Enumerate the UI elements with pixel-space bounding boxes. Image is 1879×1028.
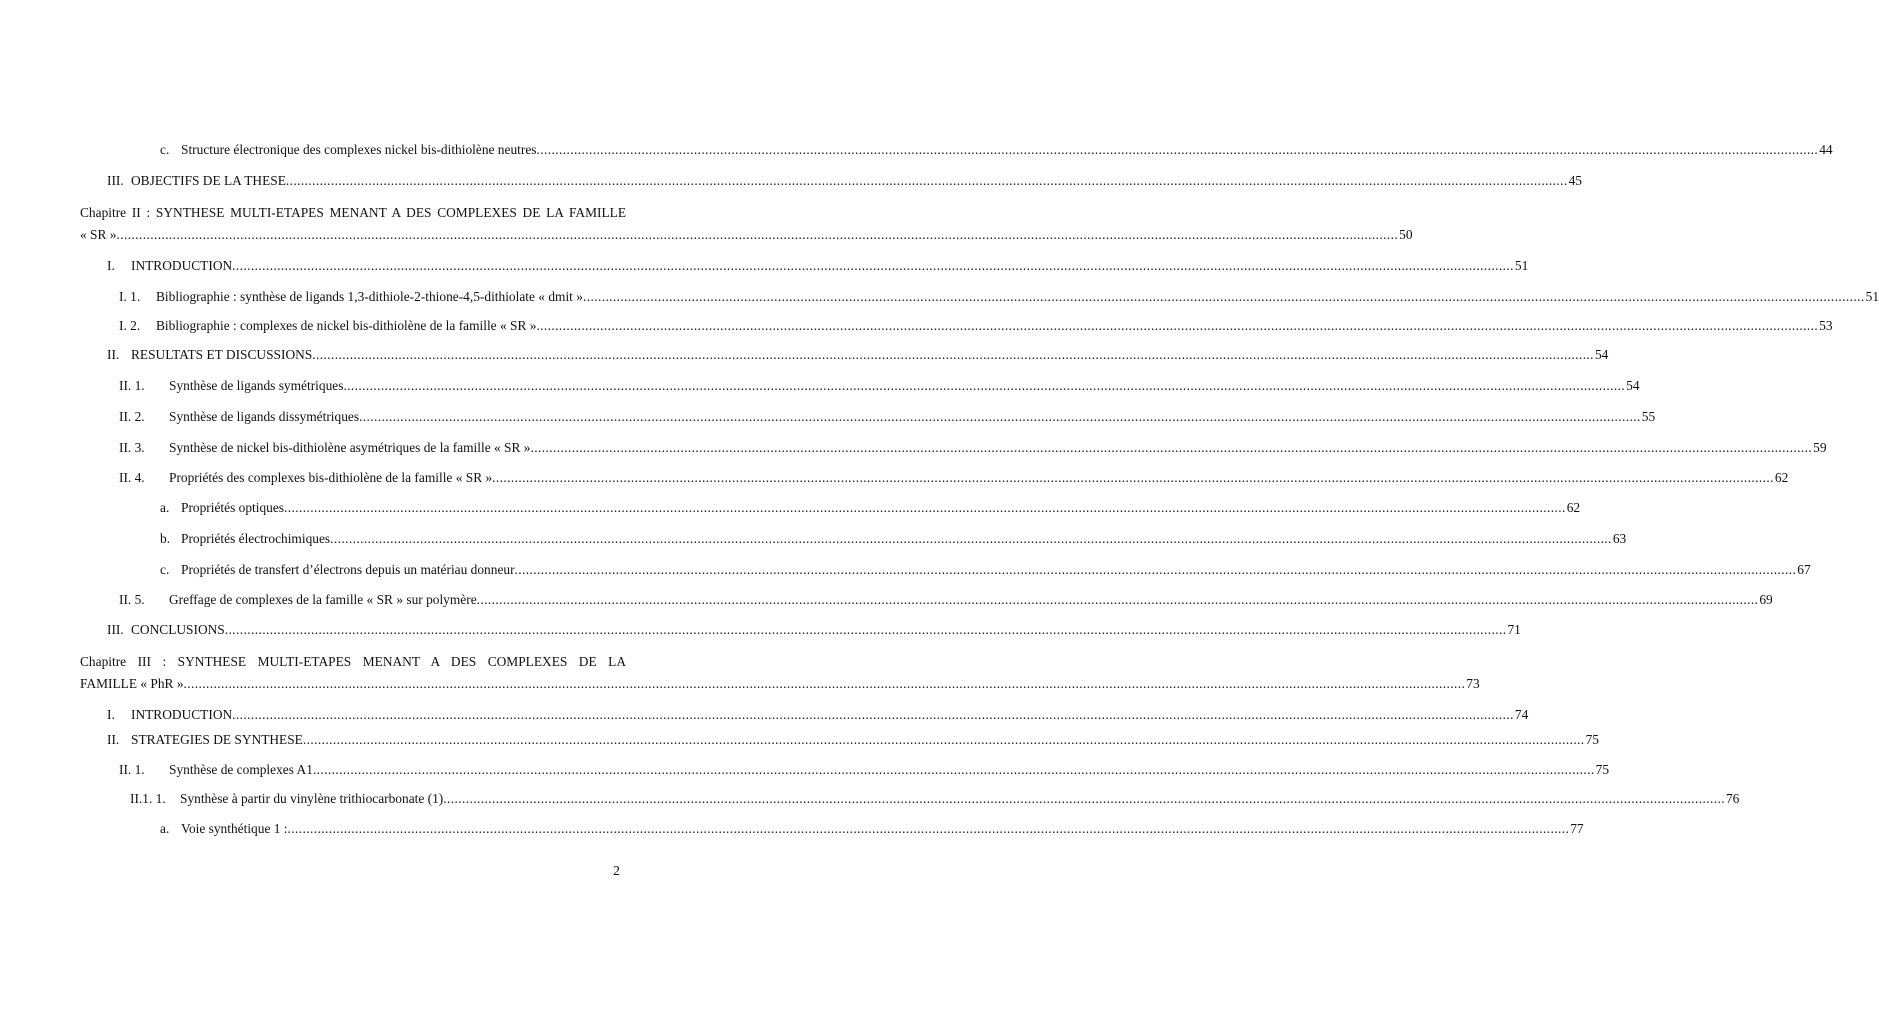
toc-leader: ...................................................................................................................................................................................................................................................................................................................................................... <box>232 707 1514 722</box>
toc-page: 75 <box>1585 732 1599 747</box>
toc-leader: ...................................................................................................................................................................................................................................................................................................................................................... <box>224 622 1507 637</box>
toc-leader: ...................................................................................................................................................................................................................................................................................................................................................... <box>116 227 1399 242</box>
toc-number: III. <box>107 173 124 188</box>
toc-title: Synthèse de complexes A1 <box>169 762 313 777</box>
toc-entry <box>130 789 1740 809</box>
chapter-heading <box>80 202 1413 246</box>
toc-number: II. 1. <box>119 378 145 393</box>
toc-title: Synthèse à partir du vinylène trithiocarbonate (1) <box>180 791 444 806</box>
toc-title: Propriétés des complexes bis-dithiolène de la famille « SR » <box>169 470 493 485</box>
toc-title: Bibliographie : synthèse de ligands 1,3-dithiole-2-thione-4,5-dithiolate « dmit » <box>156 289 583 304</box>
toc-number: II. 5. <box>119 592 145 607</box>
toc-entry <box>107 620 1521 640</box>
toc-leader: ...................................................................................................................................................................................................................................................................................................................................................... <box>359 409 1641 424</box>
toc-page: 54 <box>1626 378 1640 393</box>
toc-number: II. <box>107 732 120 747</box>
toc-title: Synthèse de ligands dissymétriques <box>169 409 360 424</box>
toc-entry <box>119 760 1610 780</box>
chapter-title: Chapitre II : SYNTHESE MULTI-ETAPES MENANT A DES COMPLEXES DE LA FAMILLE <box>80 205 626 220</box>
toc-entry <box>160 140 1833 160</box>
toc-leader: ...................................................................................................................................................................................................................................................................................................................................................... <box>443 791 1725 806</box>
toc-leader: ...................................................................................................................................................................................................................................................................................................................................................... <box>492 470 1774 485</box>
toc-leader: ...................................................................................................................................................................................................................................................................................................................................................... <box>476 592 1759 607</box>
toc-entry <box>119 407 1656 427</box>
toc-page: 44 <box>1819 142 1833 157</box>
page-number: 2 <box>613 864 620 879</box>
toc-number: I. <box>107 707 115 722</box>
toc-number: c. <box>160 562 170 577</box>
toc-entry <box>119 590 1773 610</box>
toc-page: 50 <box>1399 227 1413 242</box>
toc-leader: ...................................................................................................................................................................................................................................................................................................................................................... <box>284 500 1566 515</box>
toc-title: Propriétés optiques <box>181 500 285 515</box>
toc-title: Propriétés de transfert d’électrons depuis un matériau donneur <box>181 562 515 577</box>
toc-leader: ...................................................................................................................................................................................................................................................................................................................................................... <box>183 676 1466 691</box>
toc-leader: ...................................................................................................................................................................................................................................................................................................................................................... <box>582 289 1865 304</box>
toc-page: 74 <box>1514 707 1529 722</box>
toc-entry <box>107 705 1529 725</box>
chapter-title: Chapitre III : SYNTHESE MULTI-ETAPES MENANT A DES COMPLEXES DE LA <box>80 654 626 669</box>
toc-title: CONCLUSIONS <box>131 622 225 637</box>
toc-number: a. <box>160 821 170 836</box>
toc-entry <box>160 529 1627 549</box>
chapter-heading <box>80 651 1480 695</box>
chapter-title-cont: « SR » <box>80 227 117 242</box>
toc-leader: ...................................................................................................................................................................................................................................................................................................................................................... <box>312 762 1595 777</box>
toc-entry <box>160 819 1584 839</box>
toc-leader: ...................................................................................................................................................................................................................................................................................................................................................... <box>530 440 1813 455</box>
toc-title: OBJECTIFS DE LA THESE <box>131 173 286 188</box>
toc-leader: ...................................................................................................................................................................................................................................................................................................................................................... <box>330 531 1612 546</box>
toc-number: II. <box>107 347 120 362</box>
toc-leader: ...................................................................................................................................................................................................................................................................................................................................................... <box>343 378 1626 393</box>
toc-leader: ...................................................................................................................................................................................................................................................................................................................................................... <box>514 562 1797 577</box>
toc-number: III. <box>107 622 124 637</box>
toc-entry <box>119 316 1833 336</box>
toc-leader: ...................................................................................................................................................................................................................................................................................................................................................... <box>536 318 1819 333</box>
toc-leader: ...................................................................................................................................................................................................................................................................................................................................................... <box>312 347 1594 362</box>
toc-title: INTRODUCTION <box>131 707 233 722</box>
toc-title: RESULTATS ET DISCUSSIONS <box>131 347 313 362</box>
toc-page: 76 <box>1725 791 1740 806</box>
toc-number: II. 3. <box>119 440 145 455</box>
toc-leader: ...................................................................................................................................................................................................................................................................................................................................................... <box>285 173 1568 188</box>
toc-number: II.1. 1. <box>130 791 166 806</box>
chapter-title-cont: FAMILLE « PhR » <box>80 676 184 691</box>
toc-leader: ...................................................................................................................................................................................................................................................................................................................................................... <box>536 142 1819 157</box>
toc-title: INTRODUCTION <box>131 258 233 273</box>
toc-entry <box>119 438 1827 458</box>
toc-entry <box>119 376 1640 396</box>
toc-number: II. 2. <box>119 409 145 424</box>
toc-page: 77 <box>1570 821 1584 836</box>
toc-leader: ...................................................................................................................................................................................................................................................................................................................................................... <box>232 258 1514 273</box>
toc-leader: ...................................................................................................................................................................................................................................................................................................................................................... <box>287 821 1570 836</box>
toc-entry <box>107 171 1582 191</box>
toc-number: a. <box>160 500 170 515</box>
toc-title: Voie synthétique 1 : <box>181 821 288 836</box>
toc-page: 67 <box>1797 562 1811 577</box>
toc-leader: ...................................................................................................................................................................................................................................................................................................................................................... <box>302 732 1585 747</box>
toc-number: I. 2. <box>119 318 141 333</box>
toc-title: Bibliographie : complexes de nickel bis-dithiolène de la famille « SR » <box>156 318 537 333</box>
toc-entry <box>107 256 1529 276</box>
toc-page: 53 <box>1819 318 1833 333</box>
toc-entry <box>119 468 1789 488</box>
toc-page: 73 <box>1466 676 1480 691</box>
toc-title: STRATEGIES DE SYNTHESE <box>131 732 303 747</box>
toc-title: Propriétés électrochimiques <box>181 531 331 546</box>
toc-entry <box>107 345 1609 365</box>
toc-page: 63 <box>1612 531 1627 546</box>
toc-number: c. <box>160 142 170 157</box>
toc-page: 62 <box>1566 500 1581 515</box>
toc-number: II. 1. <box>119 762 145 777</box>
toc-page: 59 <box>1813 440 1827 455</box>
toc-page: 62 <box>1774 470 1789 485</box>
toc-page: 69 <box>1759 592 1773 607</box>
toc-number: b. <box>160 531 171 546</box>
toc-page: 75 <box>1595 762 1610 777</box>
toc-page: 51 <box>1865 289 1879 304</box>
toc-number: I. 1. <box>119 289 141 304</box>
toc-title: Synthèse de ligands symétriques <box>169 378 344 393</box>
toc-entry <box>107 730 1599 750</box>
toc-entry <box>160 498 1581 518</box>
toc-entry <box>119 287 1879 307</box>
toc-title: Greffage de complexes de la famille « SR » sur polymère <box>169 592 477 607</box>
toc-page: 51 <box>1514 258 1529 273</box>
toc-title: Synthèse de nickel bis-dithiolène asymétriques de la famille « SR » <box>169 440 531 455</box>
toc-page: 45 <box>1568 173 1582 188</box>
toc-page: 55 <box>1641 409 1656 424</box>
toc-number: I. <box>107 258 115 273</box>
toc-number: II. 4. <box>119 470 145 485</box>
toc-page: 54 <box>1594 347 1609 362</box>
toc-page: 71 <box>1507 622 1521 637</box>
toc-title: Structure électronique des complexes nickel bis-dithiolène neutres <box>181 142 537 157</box>
toc-entry <box>160 560 1811 580</box>
